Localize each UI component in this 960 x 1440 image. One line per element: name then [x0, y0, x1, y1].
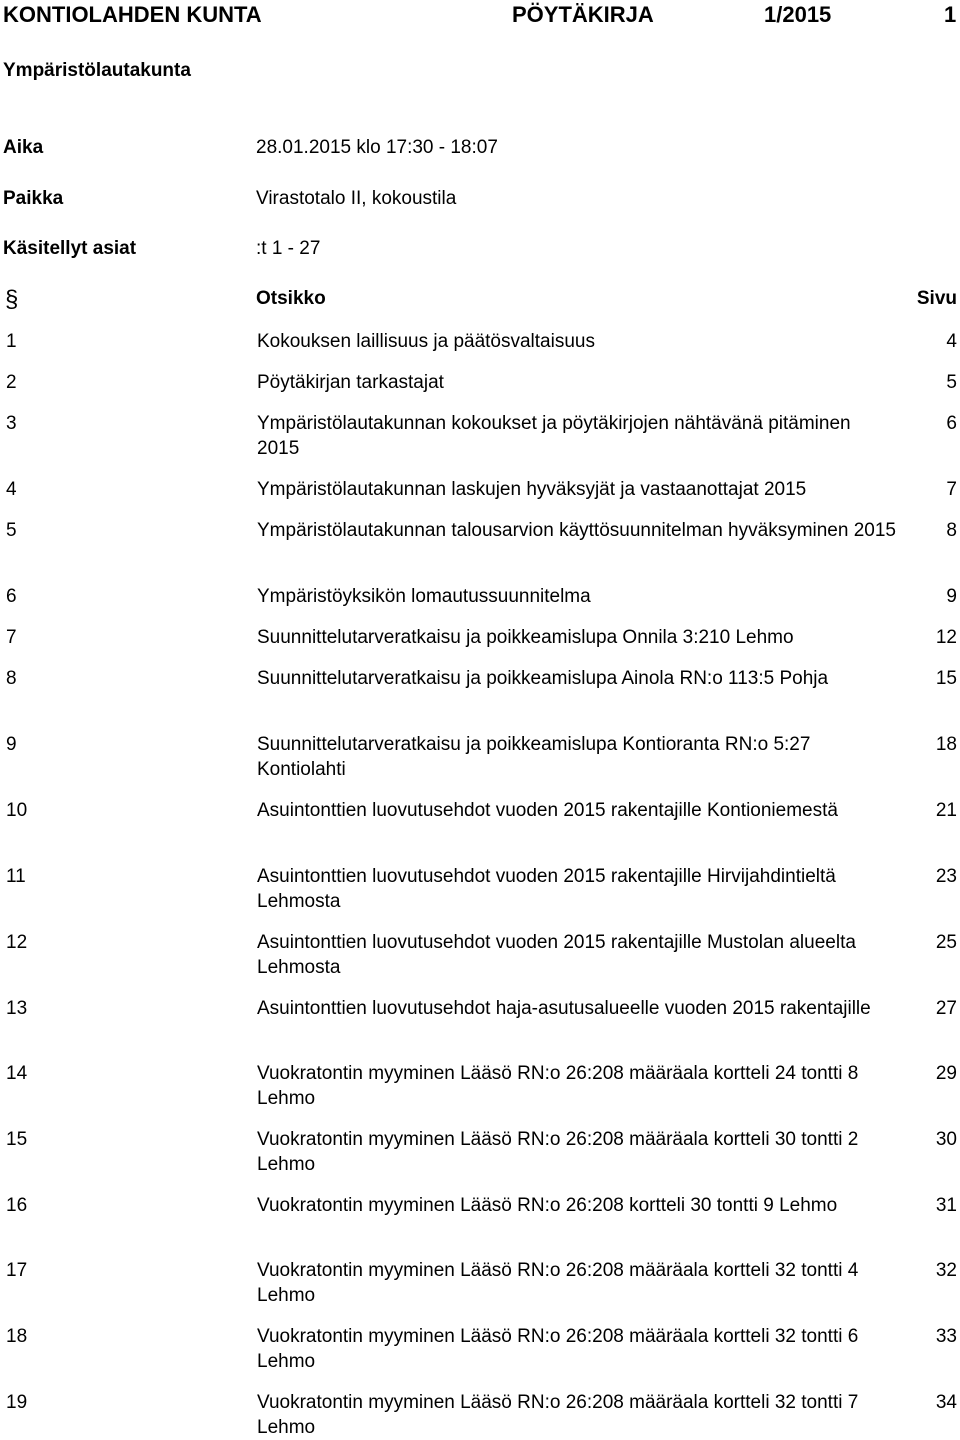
toc-row-page: 31: [935, 1195, 957, 1216]
toc-row-page: 8: [946, 520, 957, 541]
place-value: Virastotalo II, kokoustila: [256, 188, 457, 209]
place-label: Paikka: [3, 188, 64, 209]
toc-row-page: 27: [935, 998, 957, 1019]
time-label: Aika: [3, 137, 44, 158]
toc-row-number: 4: [6, 479, 17, 500]
toc-row-title: Vuokratontin myyminen Lääsö RN:o 26:208 määräala kortteli 32 tontti 4 Lehmo: [257, 1260, 859, 1306]
toc-row-title: Suunnittelutarveratkaisu ja poikkeamislupa Ainola RN:o 113:5 Pohja: [257, 668, 829, 689]
toc-row-title: Vuokratontin myyminen Lääsö RN:o 26:208 määräala kortteli 30 tontti 2 Lehmo: [257, 1129, 859, 1175]
toc-row-title: Asuintonttien luovutusehdot vuoden 2015 rakentajille Mustolan alueelta Lehmosta: [257, 932, 856, 978]
toc-row-number: 19: [6, 1392, 28, 1413]
toc-row-title: Ympäristölautakunnan kokoukset ja pöytäkirjojen nähtävänä pitäminen 2015: [257, 413, 851, 459]
toc-row-page: 5: [946, 372, 957, 393]
toc-row-title: Suunnittelutarveratkaisu ja poikkeamislupa Kontioranta RN:o 5:27 Kontiolahti: [257, 734, 811, 780]
toc-row-page: 33: [935, 1326, 957, 1347]
page-number: 1: [944, 2, 957, 27]
toc-row-title: Asuintonttien luovutusehdot vuoden 2015 rakentajille Kontioniemestä: [257, 800, 838, 821]
municipality-name: KONTIOLAHDEN KUNTA: [3, 2, 262, 27]
toc-title-header: Otsikko: [256, 288, 326, 309]
toc-row-page: 12: [935, 627, 957, 648]
toc-row-number: 3: [6, 413, 17, 434]
toc-row-title: Ympäristöyksikön lomautussuunnitelma: [257, 586, 591, 607]
items-value: :t 1 - 27: [256, 238, 321, 259]
toc-page-header: Sivu: [916, 288, 957, 309]
toc-row-number: 10: [6, 800, 28, 821]
toc-row-number: 5: [6, 520, 17, 541]
toc-row-number: 11: [6, 866, 26, 887]
committee-name: Ympäristölautakunta: [3, 60, 191, 81]
toc-row-title: Kokouksen laillisuus ja päätösvaltaisuus: [257, 331, 595, 352]
toc-row-number: 12: [6, 932, 28, 953]
items-label: Käsitellyt asiat: [3, 238, 137, 259]
toc-header: [0, 288, 960, 312]
toc-row-number: 2: [6, 372, 17, 393]
toc-row-title: Asuintonttien luovutusehdot vuoden 2015 rakentajille Hirvijahdintieltä Lehmosta: [257, 866, 836, 912]
toc-row-title: Ympäristölautakunnan talousarvion käyttösuunnitelman hyväksyminen 2015: [257, 520, 896, 541]
toc-row-page: 32: [935, 1260, 957, 1281]
toc-row-number: 16: [6, 1195, 28, 1216]
toc-row-title: Vuokratontin myyminen Lääsö RN:o 26:208 määräala kortteli 32 tontti 7 Lehmo: [257, 1392, 859, 1438]
toc-row-page: 18: [935, 734, 957, 755]
toc-row-page: 21: [935, 800, 957, 821]
toc-row-number: 17: [6, 1260, 28, 1281]
document-number: 1/2015: [764, 2, 832, 27]
toc-row-title: Vuokratontin myyminen Lääsö RN:o 26:208 määräala kortteli 32 tontti 6 Lehmo: [257, 1326, 859, 1372]
toc-row-number: 15: [6, 1129, 28, 1150]
time-value: 28.01.2015 klo 17:30 - 18:07: [256, 137, 498, 158]
toc-row-number: 1: [6, 331, 17, 352]
toc-row-title: Suunnittelutarveratkaisu ja poikkeamislupa Onnila 3:210 Lehmo: [257, 627, 794, 648]
toc-row-title: Ympäristölautakunnan laskujen hyväksyjät ja vastaanottajat 2015: [257, 479, 807, 500]
toc-row-page: 4: [946, 331, 957, 352]
toc-row-title: Pöytäkirjan tarkastajat: [257, 372, 444, 393]
toc-row-page: 30: [935, 1129, 957, 1150]
toc-row-page: 25: [935, 932, 957, 953]
toc-row-page: 23: [935, 866, 957, 887]
toc-row-number: 8: [6, 668, 17, 689]
toc-row-page: 29: [935, 1063, 957, 1084]
toc-row-page: 9: [946, 586, 957, 607]
toc-row-number: 13: [6, 998, 28, 1019]
toc-row-page: 15: [935, 668, 957, 689]
document-type: PÖYTÄKIRJA: [512, 2, 654, 27]
toc-row-page: 34: [935, 1392, 957, 1413]
toc-row-title: Vuokratontin myyminen Lääsö RN:o 26:208 kortteli 30 tontti 9 Lehmo: [257, 1195, 838, 1216]
section-symbol: §: [5, 286, 19, 313]
toc-row-number: 14: [6, 1063, 28, 1084]
toc-row-page: 7: [946, 479, 957, 500]
document-header: [0, 0, 960, 30]
toc-row-title: Vuokratontin myyminen Lääsö RN:o 26:208 määräala kortteli 24 tontti 8 Lehmo: [257, 1063, 859, 1109]
toc-row-number: 7: [6, 627, 17, 648]
toc-row-number: 9: [6, 734, 17, 755]
toc-row-number: 18: [6, 1326, 28, 1347]
toc-row-page: 6: [946, 413, 957, 434]
toc-row-number: 6: [6, 586, 17, 607]
toc-row-title: Asuintonttien luovutusehdot haja-asutusalueelle vuoden 2015 rakentajille: [257, 998, 871, 1019]
